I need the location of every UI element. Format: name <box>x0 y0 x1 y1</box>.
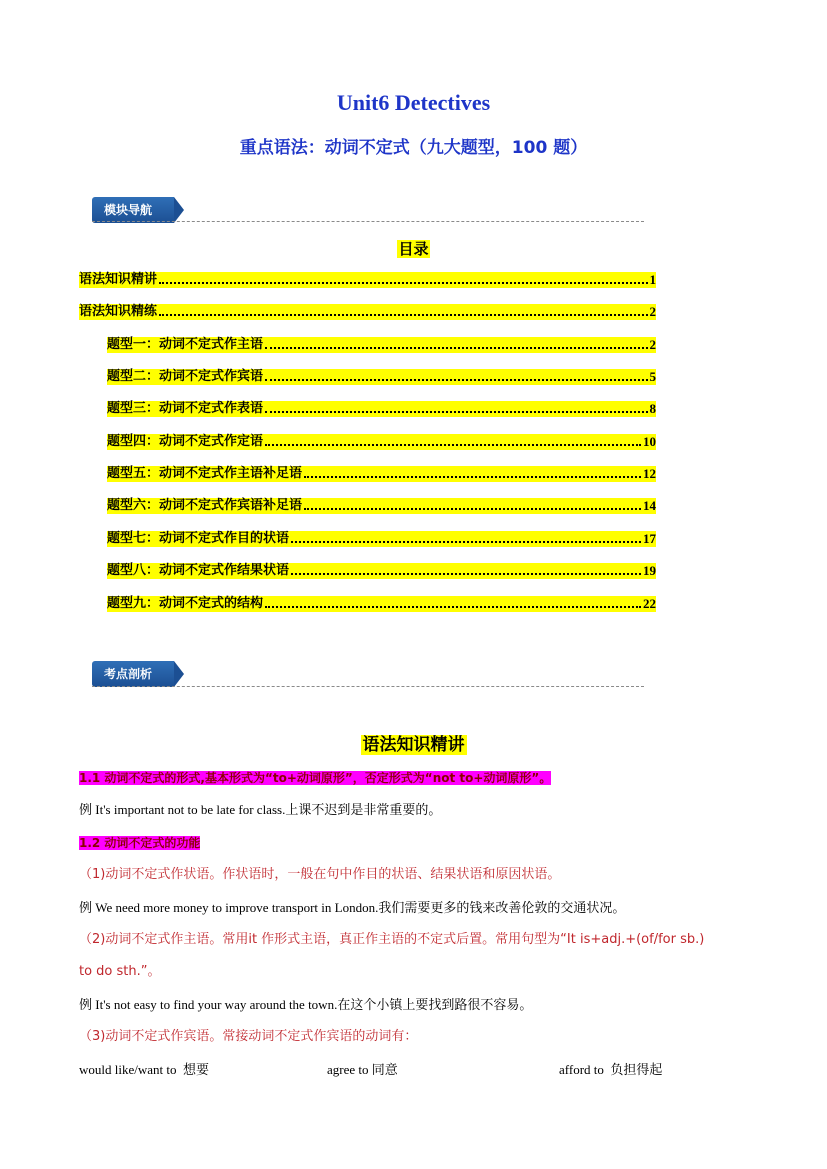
toc-item[interactable]: 题型七：动词不定式作目的状语 17 <box>107 531 656 546</box>
toc-item[interactable]: 题型八：动词不定式作结果状语 19 <box>107 563 656 578</box>
section-1-1-title: 1.1 动词不定式的形式,基本形式为“to+动词原形”，否定形式为“not to+动词原形”。 <box>79 771 552 785</box>
toc-item[interactable]: 语法知识精练 2 <box>79 304 656 319</box>
nav-divider <box>92 221 644 222</box>
verb-entry: agree to 同意 <box>327 1062 398 1078</box>
toc-item[interactable]: 题型三：动词不定式作表语 8 <box>107 401 656 416</box>
section-1-1-example: 例 It's important not to be late for class.上课不迟到是非常重要的。 <box>79 802 442 818</box>
toc-heading: 目录 <box>398 240 429 258</box>
toc-item[interactable]: 题型一：动词不定式作主语 2 <box>107 337 656 352</box>
grammar-heading: 语法知识精讲 <box>362 735 465 755</box>
toc-item[interactable]: 题型二：动词不定式作宾语 5 <box>107 369 656 384</box>
toc-item[interactable]: 题型九：动词不定式的结构 22 <box>107 596 656 611</box>
function-subject-line2: to do sth.”。 <box>79 964 161 979</box>
document-title: Unit6 Detectives <box>336 90 491 115</box>
document-subtitle: 重点语法：动词不定式（九大题型，100 题） <box>239 138 588 158</box>
function-subject-example: 例 It's not easy to find your way around the town.在这个小镇上要找到路很不容易。 <box>79 997 533 1013</box>
nav-tag-label: 模块导航 <box>92 197 174 223</box>
verb-entry: afford to 负担得起 <box>559 1062 663 1078</box>
function-adverbial-example: 例 We need more money to improve transport in London.我们需要更多的钱来改善伦敦的交通状况。 <box>79 900 626 916</box>
function-adverbial: （1)动词不定式作状语。作状语时，一般在句中作目的状语、结果状语和原因状语。 <box>79 867 561 882</box>
function-subject-line1: （2)动词不定式作主语。常用it 作形式主语，真正作主语的不定式后置。常用句型为“It is+adj.+(of/for sb.) <box>79 932 705 947</box>
analysis-divider <box>92 686 644 687</box>
toc-item[interactable]: 题型五：动词不定式作主语补足语 12 <box>107 466 656 481</box>
toc-item[interactable]: 题型六：动词不定式作宾语补足语 14 <box>107 498 656 513</box>
toc-item[interactable]: 题型四：动词不定式作定语 10 <box>107 434 656 449</box>
analysis-tag-label: 考点剖析 <box>92 661 174 687</box>
verb-entry: would like/want to 想要 <box>79 1062 210 1078</box>
section-1-2-title: 1.2 动词不定式的功能 <box>79 836 201 850</box>
toc-item[interactable]: 语法知识精讲 1 <box>79 272 656 287</box>
function-object: （3)动词不定式作宾语。常接动词不定式作宾语的动词有： <box>79 1029 418 1044</box>
